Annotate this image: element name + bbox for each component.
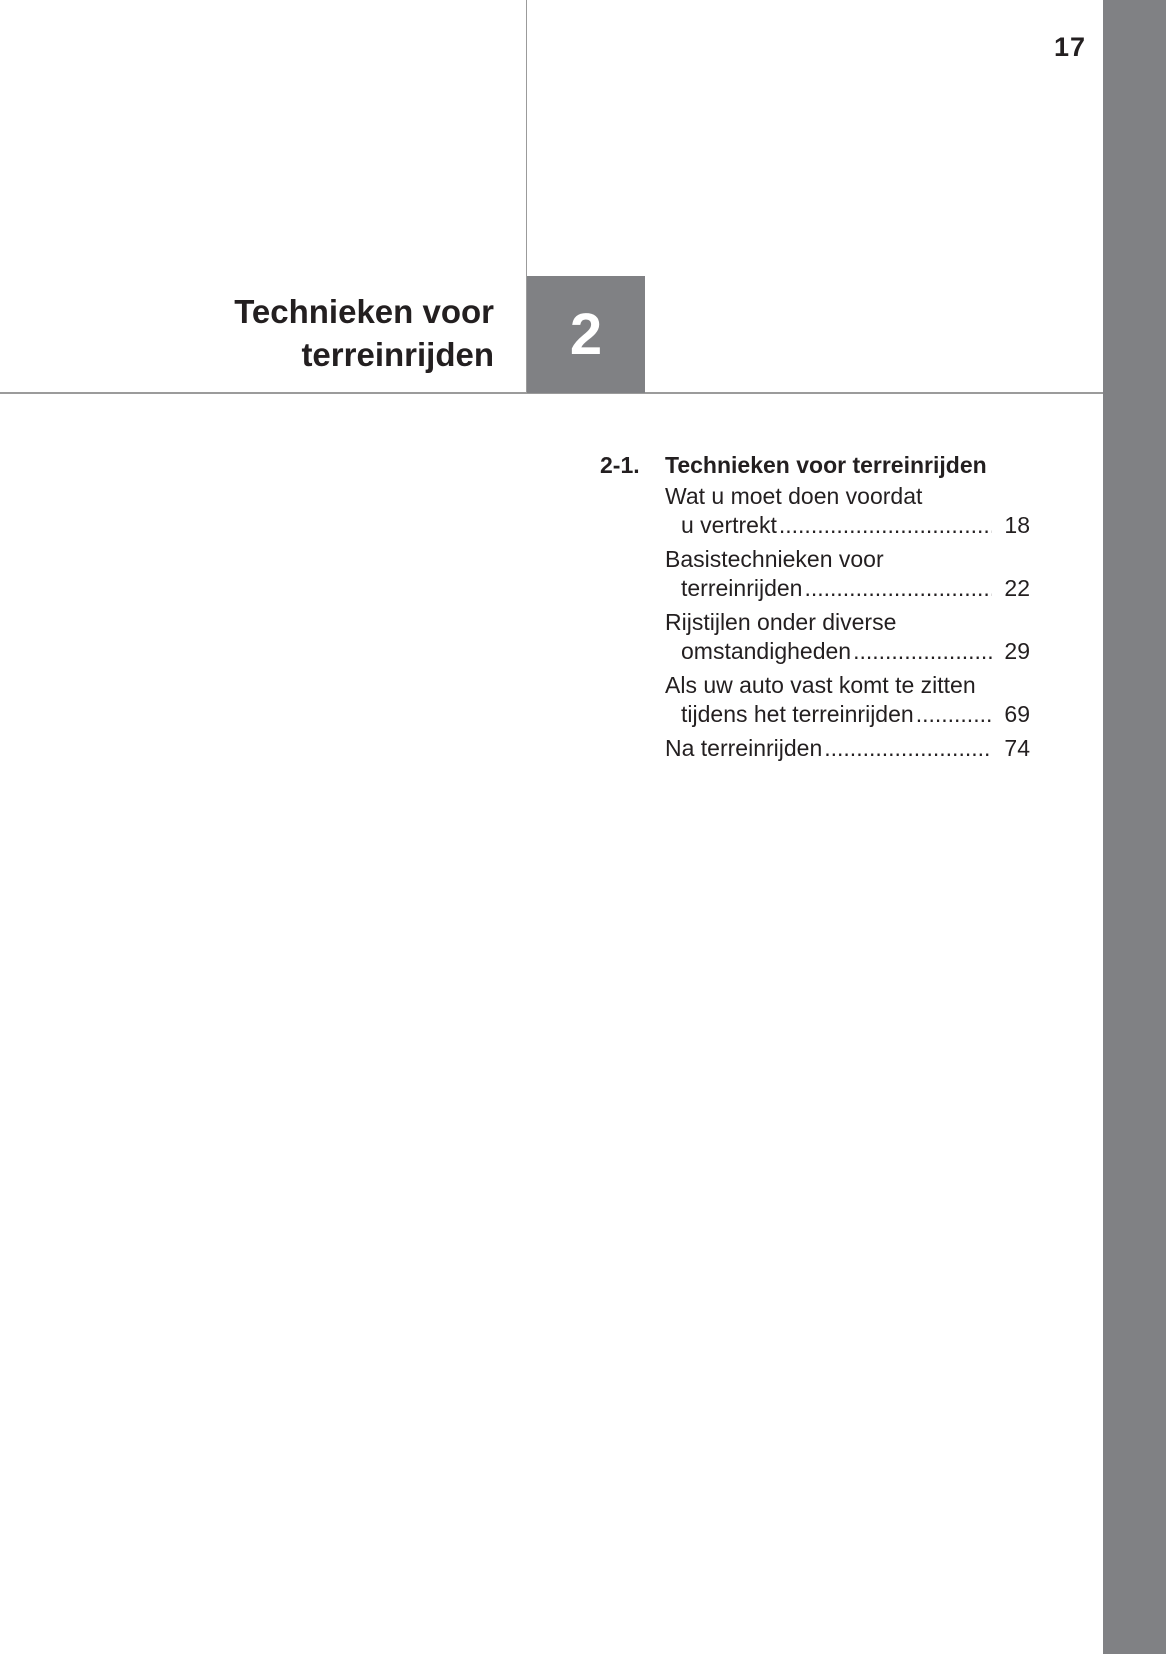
chapter-number-box xyxy=(527,276,645,393)
toc-entry-page: 74 xyxy=(1004,735,1030,761)
toc-entry[interactable] xyxy=(665,482,1030,540)
chapter-number: 2 xyxy=(569,302,603,367)
toc-entry-page: 18 xyxy=(1004,512,1030,538)
toc-entry-page: 69 xyxy=(1004,701,1030,727)
toc-entry-list xyxy=(665,482,1030,763)
toc-entry-title-line-2: terreinrijden xyxy=(681,575,803,601)
toc-entry-title-line-2-row xyxy=(665,637,1030,666)
chapter-title-line-2: terreinrijden xyxy=(301,336,494,373)
toc-section-heading xyxy=(600,449,1030,481)
toc-entry-title-line-2: tijdens het terreinrijden xyxy=(681,701,914,727)
toc-entry-title-line-2-row xyxy=(665,700,1030,729)
toc-entry-title-line-2: u vertrekt xyxy=(681,512,777,538)
toc-section-number: 2-1. xyxy=(600,452,640,478)
toc-entry-title-line-2: omstandigheden xyxy=(681,638,852,664)
toc-leader-dots xyxy=(779,511,992,540)
toc-entry[interactable] xyxy=(665,608,1030,666)
toc-entry-title-line-1: Als uw auto vast komt te zitten xyxy=(665,672,976,698)
toc-leader-dots xyxy=(853,637,992,666)
side-thumb-tab xyxy=(1103,0,1166,1654)
table-of-contents xyxy=(600,449,1030,768)
toc-entry-title: Na terreinrijden xyxy=(665,735,823,761)
toc-entry[interactable] xyxy=(665,545,1030,603)
toc-entry-page: 29 xyxy=(1004,638,1030,664)
toc-entry-title-line-2-row xyxy=(665,511,1030,540)
toc-entry-title-line-1: Basistechnieken voor xyxy=(665,546,884,572)
toc-entry-title-row xyxy=(665,734,1030,763)
toc-leader-dots xyxy=(824,734,992,763)
toc-leader-dots xyxy=(804,574,992,603)
toc-entry-title-line-1: Wat u moet doen voordat xyxy=(665,483,923,509)
toc-entry-page: 22 xyxy=(1004,575,1030,601)
toc-section-title: Technieken voor terreinrijden xyxy=(665,452,987,478)
toc-leader-dots xyxy=(916,700,992,729)
page-number: 17 xyxy=(1053,32,1086,62)
toc-entry[interactable] xyxy=(665,671,1030,729)
chapter-title xyxy=(234,290,494,376)
toc-entry-title-line-1: Rijstijlen onder diverse xyxy=(665,609,897,635)
toc-entry-title-line-2-row xyxy=(665,574,1030,603)
toc-entry[interactable] xyxy=(665,734,1030,763)
chapter-title-line-1: Technieken voor xyxy=(234,293,494,330)
